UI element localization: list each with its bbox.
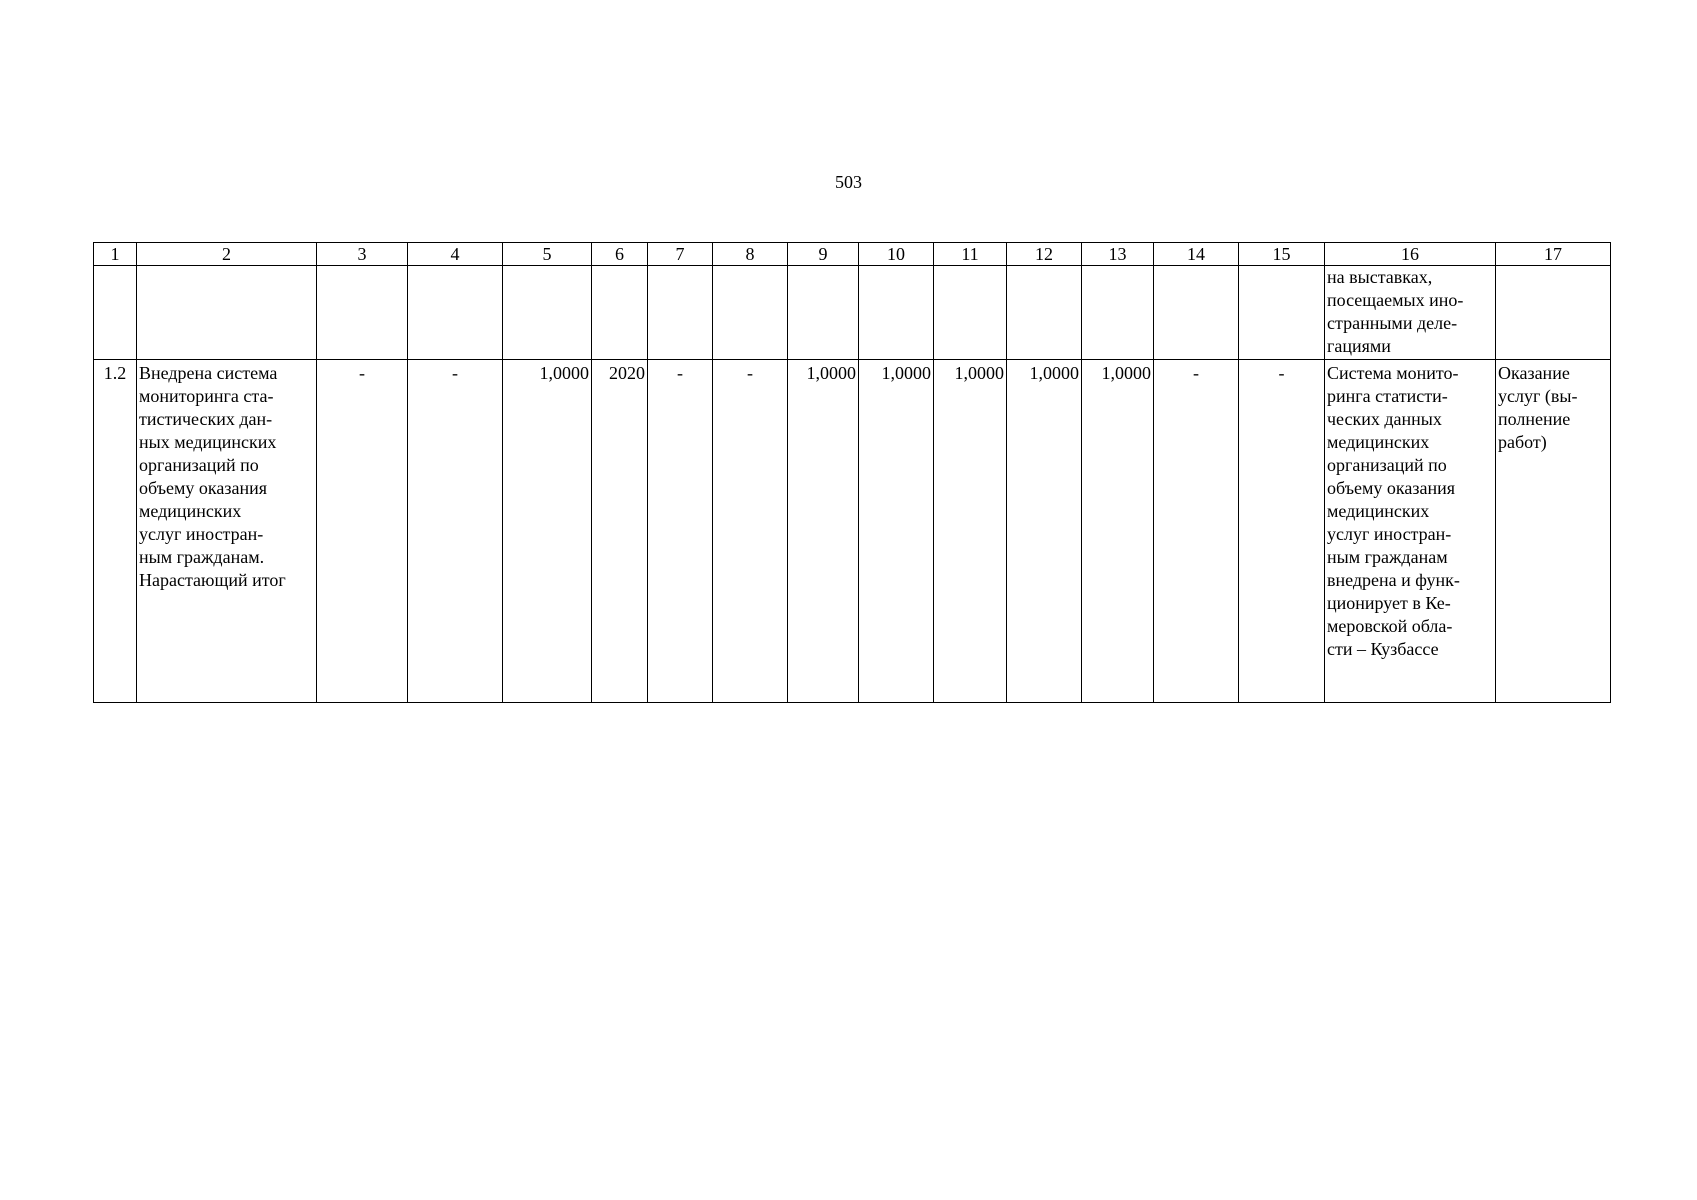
type-cell: Оказание услуг (вы- полнение работ) [1496, 360, 1611, 703]
header-cell: 15 [1239, 243, 1325, 266]
table-cell [94, 266, 137, 360]
table-cell [317, 266, 408, 360]
table-cell [1239, 266, 1325, 360]
header-cell: 3 [317, 243, 408, 266]
table-cell [1007, 266, 1082, 360]
year-cell: 2020 [592, 360, 648, 703]
value-cell: - [1239, 360, 1325, 703]
value-cell: - [317, 360, 408, 703]
header-cell: 14 [1154, 243, 1239, 266]
value-cell: 1,0000 [503, 360, 592, 703]
header-cell: 8 [713, 243, 788, 266]
result-description-cell: Система монито- ринга статисти- ческих данных медицинских организаций по объему оказания медицинских услуг иностран- ным гражданам внедрена и функ- ционирует в Ке- меровской обла- сти – Кузбассе [1325, 360, 1496, 703]
header-cell: 9 [788, 243, 859, 266]
table-cell [648, 266, 713, 360]
table-cell [1154, 266, 1239, 360]
page-number: 503 [835, 172, 862, 192]
table-cell [1496, 266, 1611, 360]
header-cell: 10 [859, 243, 934, 266]
row-number-cell: 1.2 [94, 360, 137, 703]
indicator-name-cell: Внедрена система мониторинга ста- тистических дан- ных медицинских организаций по объему оказания медицинских услуг иностран- ным гражданам. Нарастающий итог [137, 360, 317, 703]
header-row [94, 243, 1611, 266]
data-table [93, 242, 1611, 703]
value-cell: - [713, 360, 788, 703]
table-cell [788, 266, 859, 360]
table-cell [1082, 266, 1154, 360]
header-cell: 5 [503, 243, 592, 266]
table-cell [408, 266, 503, 360]
value-cell: - [408, 360, 503, 703]
header-cell: 6 [592, 243, 648, 266]
header-cell: 2 [137, 243, 317, 266]
header-cell: 1 [94, 243, 137, 266]
header-cell: 16 [1325, 243, 1496, 266]
value-cell: 1,0000 [859, 360, 934, 703]
table-cell [137, 266, 317, 360]
header-cell: 11 [934, 243, 1007, 266]
value-cell: - [1154, 360, 1239, 703]
header-cell: 4 [408, 243, 503, 266]
value-cell: 1,0000 [788, 360, 859, 703]
value-cell: 1,0000 [1007, 360, 1082, 703]
header-cell: 7 [648, 243, 713, 266]
header-cell: 17 [1496, 243, 1611, 266]
header-cell: 12 [1007, 243, 1082, 266]
table-cell [934, 266, 1007, 360]
table-cell [713, 266, 788, 360]
table-cell [859, 266, 934, 360]
value-cell: - [648, 360, 713, 703]
continuation-text-cell: на выставках, посещаемых ино- странными деле- гациями [1325, 266, 1496, 360]
table-row-1-2 [94, 360, 1611, 703]
table-cell [592, 266, 648, 360]
continuation-row [94, 266, 1611, 360]
table-cell [503, 266, 592, 360]
header-cell: 13 [1082, 243, 1154, 266]
value-cell: 1,0000 [934, 360, 1007, 703]
value-cell: 1,0000 [1082, 360, 1154, 703]
